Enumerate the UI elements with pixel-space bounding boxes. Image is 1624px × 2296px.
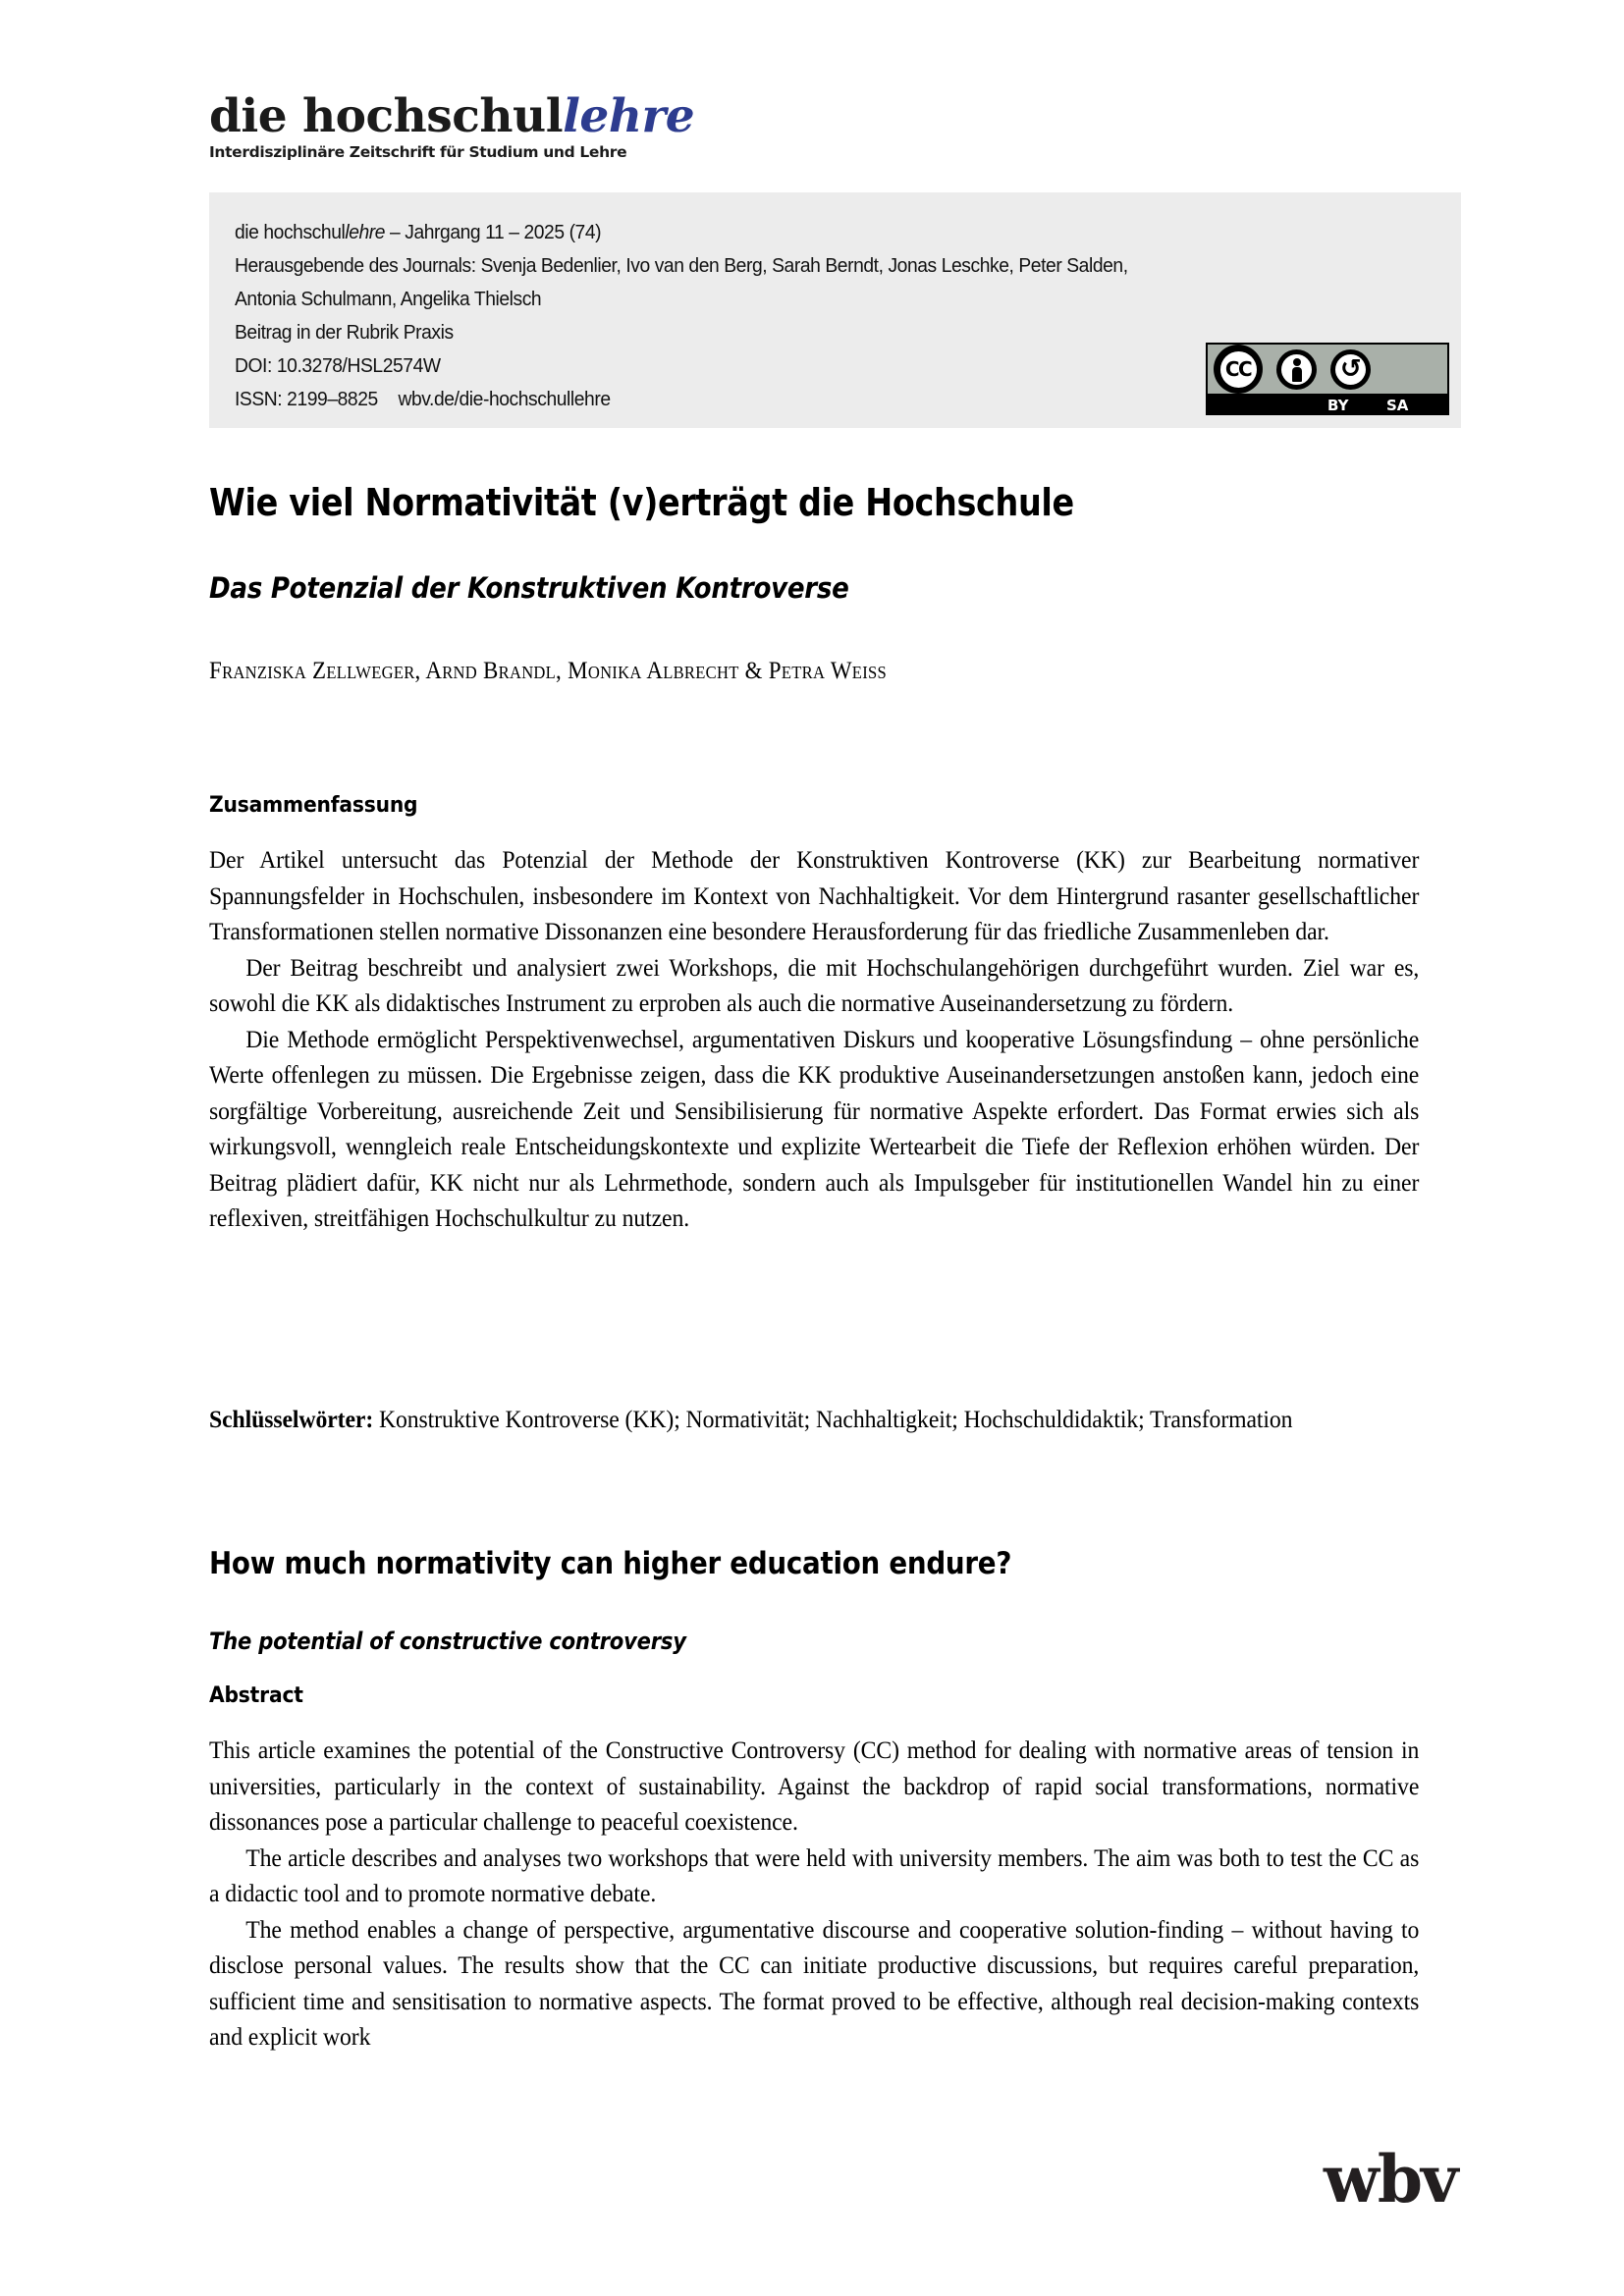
metadata-issn-line (235, 383, 1364, 416)
abstract-heading: Abstract (209, 1682, 303, 1708)
masthead-title-accent: lehre (563, 89, 695, 143)
share-alike-glyph (1335, 354, 1366, 385)
english-subtitle: The potential of constructive controversy (209, 1628, 686, 1655)
keywords-paragraph (209, 1402, 1419, 1438)
journal-masthead (209, 89, 759, 161)
person-head-shape (1293, 358, 1301, 366)
zusammenfassung-paragraphs (209, 842, 1419, 1237)
metadata-issue-suffix: – Jahrgang 11 – 2025 (74) (385, 221, 602, 243)
zusammenfassung-heading: Zusammenfassung (209, 792, 418, 818)
keywords-text (209, 1402, 1419, 1438)
metadata-journal-italic: lehre (345, 221, 386, 243)
cc-badge-icons (1208, 345, 1447, 394)
circular-arrow-icon: ↻ (1339, 354, 1362, 384)
paragraph: Die Methode ermöglicht Perspektivenwechsel, argumentativen Diskurs und kooperative Lösungsfindung – ohne persönliche Werte offenlegen zu müssen. Die Ergebnisse zeigen, dass die KK produktive Auseinandersetzungen anstoßen kann, jedoch eine sorgfältige Vorbereitung, ausreichende Zeit und Sensibilisierung für normative Aspekte erfordert. Das Format erwies sich als wirkungsvoll, wenngleich reale Entscheidungskontexte und explizite Wertearbeit die Tiefe der Reflexion erhöhen würden. Der Beitrag plädiert dafür, KK nicht nur als Lehrmethode, sondern auch als Impulsgeber für institutionellen Wandel hin zu einer reflexiven, streitfähigen Hochschulkultur zu nutzen. (209, 1024, 1420, 1232)
cc-badge-labels (1208, 394, 1447, 413)
paragraph: The method enables a change of perspective, argumentative discourse and cooperative solution-finding – without having to disclose personal values. The results show that the CC can initiate productive discussions, but requires careful preparation, sufficient time and sensitisation to normative aspects. The format proved to be effective, although real decision-making contexts and explicit work (209, 1914, 1420, 2051)
person-body-shape (1292, 367, 1302, 382)
paragraph: This article examines the potential of the Constructive Controversy (CC) method for dealing with normative areas of tension in universities, particularly in the context of sustainability. Against the backdrop of rapid social transformations, normative dissonances pose a particular challenge to peaceful coexistence. (209, 1735, 1420, 1836)
keywords-value: Konstruktive Kontroverse (KK); Normativität; Nachhaltigkeit; Hochschuldidaktik; Transformation (373, 1405, 1293, 1433)
metadata-journal-prefix: die hochschul (235, 221, 346, 243)
masthead-subtitle: Interdisziplinäre Zeitschrift für Studium und Lehre (209, 143, 627, 161)
cc-sa-label: SA (1386, 397, 1409, 414)
attribution-person-icon (1276, 349, 1317, 390)
cc-by-label: BY (1327, 397, 1349, 414)
keywords-label: Schlüsselwörter: (209, 1405, 374, 1433)
share-alike-icon (1330, 349, 1371, 390)
keywords-block (209, 1402, 1419, 1438)
english-title: How much normativity can higher education endure? (209, 1546, 1012, 1581)
abstract-body (209, 1733, 1419, 2056)
zusammenfassung-body (209, 842, 1419, 1237)
creative-commons-icon (1214, 345, 1263, 394)
masthead-title (209, 89, 759, 143)
metadata-editors: Herausgebende des Journals: Svenja Bedenlier, Ivo van den Berg, Sarah Berndt, Jonas Leschke, Peter Salden, Antonia Schulmann, Angelika Thielsch (235, 254, 1128, 310)
wbv-publisher-logo: wbv (1324, 2141, 1457, 2217)
metadata-issue-line (235, 216, 1364, 249)
metadata-rubrik: Beitrag in der Rubrik Praxis (235, 321, 454, 344)
metadata-doi: DOI: 10.3278/HSL2574W (235, 354, 441, 377)
metadata-issn: ISSN: 2199–8825 (235, 388, 378, 410)
article-title: Wie viel Normativität (v)erträgt die Hochschule (209, 481, 1074, 524)
cc-license-badge[interactable] (1206, 343, 1449, 415)
paragraph: Der Artikel untersucht das Potenzial der Methode der Konstruktiven Kontroverse (KK) zur Bearbeitung normativer Spannungsfelder in Hochschulen, insbesondere im Kontext von Nachhaltigkeit. Vor dem Hintergrund rasanter gesellschaftlicher Transformationen stellen normative Dissonanzen eine besondere Herausforderung für das friedliche Zusammenleben dar. (209, 845, 1420, 945)
cc-icon-label: CC (1220, 351, 1257, 388)
abstract-paragraphs (209, 1733, 1419, 2056)
masthead-title-main: die hochschul (209, 89, 564, 143)
article-subtitle: Das Potenzial der Konstruktiven Kontroverse (209, 571, 849, 605)
paragraph: Der Beitrag beschreibt und analysiert zwei Workshops, die mit Hochschulangehörigen durchgeführt wurden. Ziel war es, sowohl die KK als didaktisches Instrument zu erproben als auch die normative Auseinandersetzung zu fördern. (209, 952, 1420, 1017)
paragraph: The article describes and analyses two workshops that were held with university members. The aim was both to test the CC as a didactic tool and to promote normative debate. (209, 1842, 1420, 1907)
article-authors: Franziska Zellweger, Arnd Brandl, Monika Albrecht & Petra Weiss (209, 658, 887, 684)
person-glyph (1281, 354, 1312, 385)
metadata-website[interactable]: wbv.de/die-hochschullehre (398, 388, 611, 410)
